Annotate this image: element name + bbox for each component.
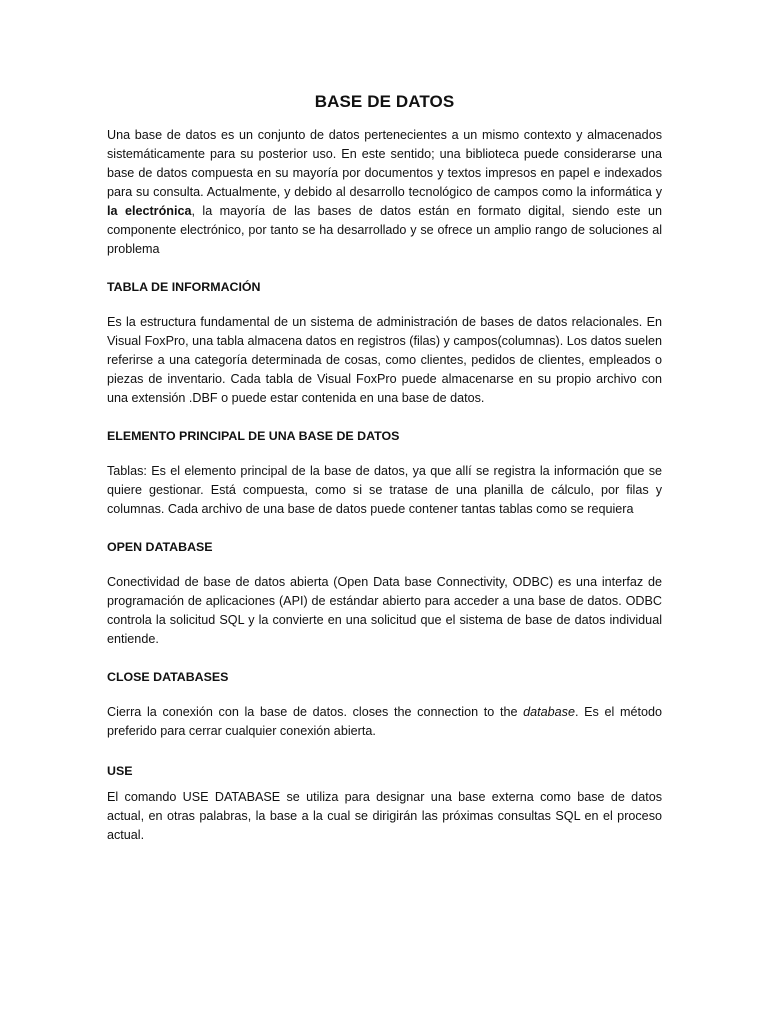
intro-paragraph bbox=[107, 126, 662, 259]
section-heading-use: USE bbox=[107, 764, 133, 778]
section-heading-open-database: OPEN DATABASE bbox=[107, 540, 213, 554]
section-paragraph-use: El comando USE DATABASE se utiliza para designar una base externa como base de datos actual, en otras palabras, la base a la cual se dirigirán las próximas consultas SQL en el proceso actual. bbox=[107, 790, 662, 842]
close-text-part1: Cierra la conexión con la base de datos. closes the connection to the bbox=[107, 705, 524, 719]
section-paragraph-tabla: Es la estructura fundamental de un sistema de administración de bases de datos relacionales. En Visual FoxPro, una tabla almacena datos en registros (filas) y campos(columnas). Los datos suelen referirse a una categoría determinada de cosas, como clientes, pedidos de clientes, empleados o piezas de inventario. Cada tabla de Visual FoxPro puede almacenarse en su propio archivo con una extensión .DBF o puede estar contenida en una base de datos. bbox=[107, 315, 662, 405]
close-text-italic: database bbox=[523, 705, 575, 719]
section-paragraph-elemento: Tablas: Es el elemento principal de la base de datos, ya que allí se registra la información que se quiere gestionar. Está compuesta, como si se tratase de una planilla de cálculo, por filas y columnas. Cada archivo de una base de datos puede contener tantas tablas como se requiera bbox=[107, 464, 662, 516]
close-text-part2: . Es el método preferido para cerrar cualquier conexión abierta. bbox=[107, 705, 662, 738]
section-heading-tabla: TABLA DE INFORMACIÓN bbox=[107, 280, 261, 294]
intro-text-bold: la electrónica bbox=[107, 204, 192, 218]
document-title: BASE DE DATOS bbox=[314, 92, 455, 111]
section-heading-close-databases: CLOSE DATABASES bbox=[107, 670, 229, 684]
section-paragraph-open-database: Conectividad de base de datos abierta (Open Data base Connectivity, ODBC) es una interfaz de programación de aplicaciones (API) de estándar abierto para acceder a una base de datos. ODBC controla la solicitud SQL y la convierte en una solicitud que el sistema de base de datos individual entiende. bbox=[107, 575, 662, 646]
document-page bbox=[107, 92, 662, 845]
section-heading-elemento: ELEMENTO PRINCIPAL DE UNA BASE DE DATOS bbox=[107, 429, 400, 443]
intro-text-part1: Una base de datos es un conjunto de datos pertenecientes a un mismo contexto y almacenados sistemáticamente para su posterior uso. En este sentido; una biblioteca puede considerarse una base de datos compuesta en su mayoría por documentos y textos impresos en papel e indexados para su consulta. Actualmente, y debido al desarrollo tecnológico de campos como la informática y bbox=[107, 128, 662, 199]
section-paragraph-close-databases bbox=[107, 703, 662, 741]
intro-text-part2: , la mayoría de las bases de datos están en formato digital, siendo este un componente electrónico, por tanto se ha desarrollado y se ofrece un amplio rango de soluciones al problema bbox=[107, 204, 662, 256]
